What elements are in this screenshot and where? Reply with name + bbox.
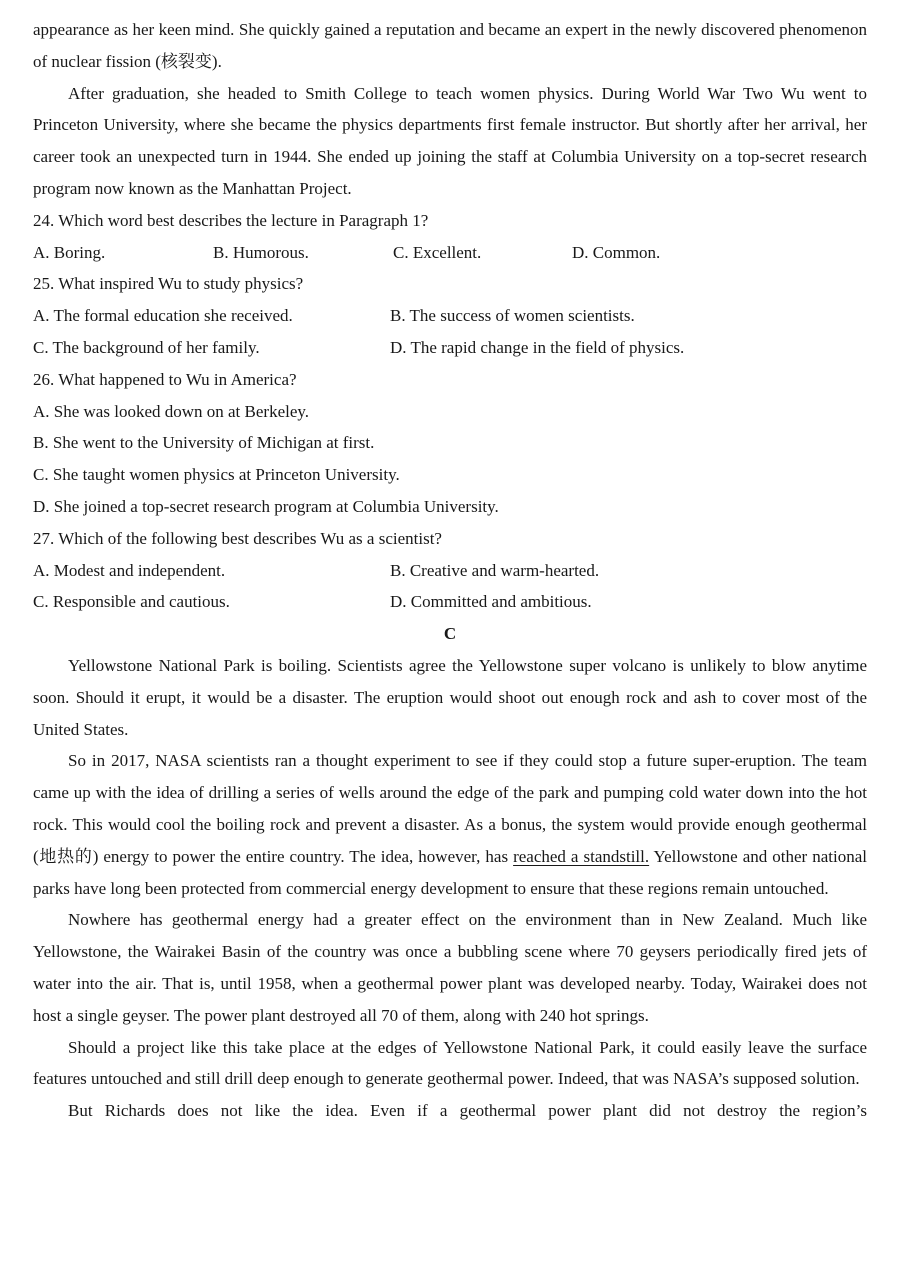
option-b: B. She went to the University of Michigan at first. [33,433,375,453]
paragraph-wu-graduation: After graduation, she headed to Smith College to teach women physics. During World War Two Wu went to Princeton University, where she became the physics departments first female instructor. But shortly after her arrival, her career took an unexpected turn in 1944. She ended up joining the staff at Columbia University on a top-secret research program now known as the Manhattan Project. [33,83,867,198]
option-c: C. She taught women physics at Princeton University. [33,465,400,485]
question-stem: What happened to Wu in America? [58,369,297,389]
paragraph-nasa-plan [33,745,867,904]
paragraph-drill-edges: Should a project like this take place at the edges of Yellowstone National Park, it could easily leave the surface features untouched and still drill deep enough to generate geothermal power. Indeed, that was NASA’s supposed solution. [33,1037,867,1089]
question-25-text [33,268,867,300]
question-24-text [33,205,867,237]
option-c: C. Excellent. [393,242,482,262]
question-stem: What inspired Wu to study physics? [58,274,304,294]
question-number: 27. [33,528,55,548]
option-b: B. Creative and warm-hearted. [390,560,600,580]
option-d: D. The rapid change in the field of physics. [390,337,685,357]
nasa-plan-post: Yellowstone and other national parks have long been protected from commercial energy development to ensure that these regions remain untouched. [33,846,867,898]
paragraph-richards: But Richards does not like the idea. Even if a geothermal power plant did not destroy the region’s [68,1101,867,1121]
option-a: A. She was looked down on at Berkeley. [33,401,310,421]
question-24-options [33,237,867,269]
option-a: A. Boring. [33,242,106,262]
option-d: D. Committed and ambitious. [390,592,592,612]
question-25-options-row2 [33,332,867,364]
option-c: C. Responsible and cautious. [33,592,230,612]
paragraph-yellowstone-intro: Yellowstone National Park is boiling. Scientists agree the Yellowstone super volcano is unlikely to blow anytime soon. Should it erupt, it would be a disaster. The eruption would shoot out enough rock and ash to cover most of the United States. [33,655,867,739]
question-24 [33,205,867,269]
question-27-options-row1 [33,555,867,587]
question-number: 24. [33,210,55,230]
option-b: B. The success of women scientists. [390,306,635,326]
question-25 [33,268,867,363]
paragraph-new-zealand: Nowhere has geothermal energy had a greater effect on the environment than in New Zealand. Much like Yellowstone, the Wairakei Basin of the country was once a bubbling scene where 70 geysers periodically fired jets of water into the air. That is, until 1958, when a geothermal power plant was developed nearby. Today, Wairakei does not host a single geyser. The power plant destroyed all 70 of them, along with 240 hot springs. [33,910,867,1025]
question-27-text [33,523,867,555]
option-c: C. The background of her family. [33,337,260,357]
option-a: A. Modest and independent. [33,560,226,580]
passage-c-heading: C [443,624,457,644]
question-26 [33,364,867,523]
underlined-phrase-reached-a-standstill: reached a standstill. [513,846,650,866]
question-25-options-row1 [33,300,867,332]
nasa-plan-pre: So in 2017, NASA scientists ran a thought experiment to see if they could stop a future super-eruption. The team came up with the idea of drilling a series of wells around the edge of the park and pumping cold water down into the hot rock. This would cool the boiling rock and prevent a disaster. As a bonus, the system would provide enough geothermal (地热的) energy to power the entire country. The idea, however, has [33,751,867,866]
paragraph-wu-reputation: appearance as her keen mind. She quickly gained a reputation and became an expert in the newly discovered phenomenon of nuclear fission (核裂变). [33,20,867,71]
option-b: B. Humorous. [213,242,309,262]
question-stem: Which word best describes the lecture in Paragraph 1? [58,210,429,230]
question-number: 26. [33,369,55,389]
question-26-text [33,364,867,396]
question-27-options-row2 [33,586,867,618]
question-stem: Which of the following best describes Wu as a scientist? [58,528,442,548]
question-27 [33,523,867,618]
option-d: D. She joined a top-secret research program at Columbia University. [33,496,499,516]
option-a: A. The formal education she received. [33,306,293,326]
question-number: 25. [33,274,55,294]
option-d: D. Common. [572,242,661,262]
